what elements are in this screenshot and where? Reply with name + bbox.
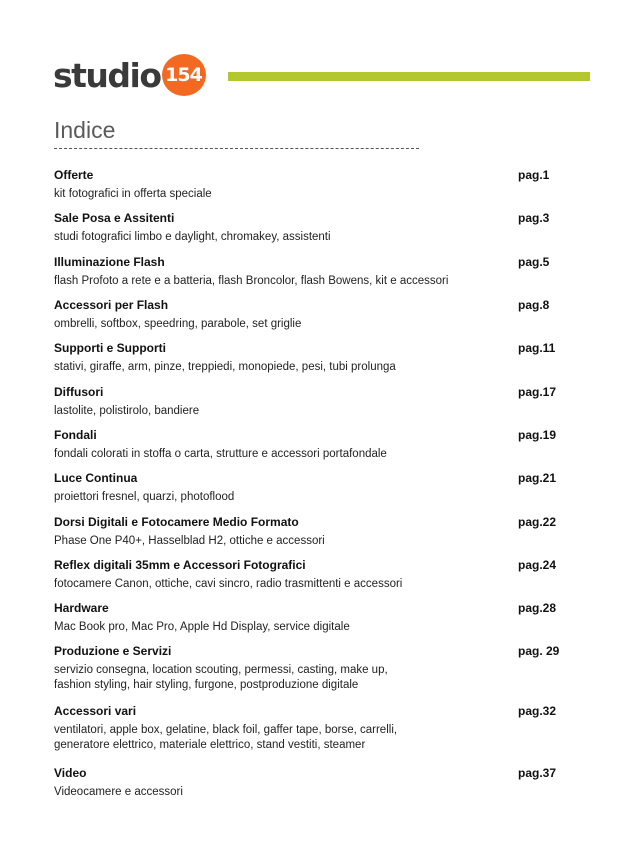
toc-entry-description: proiettori fresnel, quarzi, photoflood bbox=[54, 491, 235, 503]
toc-entry-title: Reflex digitali 35mm e Accessori Fotografici bbox=[54, 558, 306, 572]
toc-entry-page: pag.1 bbox=[518, 168, 550, 182]
toc-entry-page: pag. 29 bbox=[518, 644, 560, 658]
toc-entry[interactable] bbox=[54, 341, 564, 375]
toc-entry-title: Dorsi Digitali e Fotocamere Medio Formato bbox=[54, 515, 299, 529]
title-dashed-rule bbox=[54, 148, 419, 149]
toc-entry-row bbox=[54, 168, 564, 182]
toc-entry[interactable] bbox=[54, 766, 564, 800]
toc-entry-title: Offerte bbox=[54, 168, 94, 182]
toc-entry-page: pag.3 bbox=[518, 211, 550, 225]
page-header bbox=[0, 0, 638, 110]
toc-entry-description: ventilatori, apple box, gelatine, black foil, gaffer tape, borse, carrelli, generatore elettrico, materiale elettrico, stand vestiti, steamer bbox=[54, 724, 398, 751]
toc-entry-row bbox=[54, 471, 564, 485]
toc-entry-row bbox=[54, 766, 564, 780]
toc-entry-row bbox=[54, 298, 564, 312]
toc-entry[interactable] bbox=[54, 515, 564, 549]
toc-entry-page: pag.11 bbox=[518, 341, 556, 355]
toc-entry-description: studi fotografici limbo e daylight, chromakey, assistenti bbox=[54, 231, 331, 243]
toc-entry-description: stativi, giraffe, arm, pinze, treppiedi, monopiede, pesi, tubi prolunga bbox=[54, 361, 396, 373]
toc-entry-page: pag.19 bbox=[518, 428, 557, 442]
page-title: Indice bbox=[54, 117, 116, 143]
toc-entry-title: Accessori vari bbox=[54, 704, 137, 718]
toc-entry-description: fondali colorati in stoffa o carta, strutture e accessori portafondale bbox=[54, 448, 387, 460]
toc-entry-row bbox=[54, 255, 564, 269]
toc-entry-page: pag.8 bbox=[518, 298, 550, 312]
toc-entry-page: pag.22 bbox=[518, 515, 557, 529]
toc-entry[interactable] bbox=[54, 644, 564, 693]
toc-entry-title: Fondali bbox=[54, 428, 97, 442]
toc-entry[interactable] bbox=[54, 255, 564, 289]
toc-entry-row bbox=[54, 515, 564, 529]
logo-wordmark: studio bbox=[53, 55, 161, 95]
toc-entry-title: Illuminazione Flash bbox=[54, 255, 165, 269]
toc-entry-page: pag.32 bbox=[518, 704, 557, 718]
toc-entry-description: Videocamere e accessori bbox=[54, 786, 183, 798]
toc-entry-page: pag.21 bbox=[518, 471, 557, 485]
toc-entry-row bbox=[54, 704, 564, 718]
toc-entry-title: Sale Posa e Assitenti bbox=[54, 211, 175, 225]
toc-entry[interactable] bbox=[54, 211, 564, 245]
toc-entry-page: pag.5 bbox=[518, 255, 550, 269]
toc-entry-row bbox=[54, 558, 564, 572]
toc-entry-row bbox=[54, 211, 564, 225]
toc-entry-title: Diffusori bbox=[54, 385, 104, 399]
toc-entry[interactable] bbox=[54, 601, 564, 635]
toc-entry-row bbox=[54, 428, 564, 442]
toc-entry-page: pag.37 bbox=[518, 766, 557, 780]
toc-entry-description: Mac Book pro, Mac Pro, Apple Hd Display, service digitale bbox=[54, 621, 350, 633]
toc-entry-title: Video bbox=[54, 766, 87, 780]
toc-entry-row bbox=[54, 341, 564, 355]
toc-entry-description: Phase One P40+, Hasselblad H2, ottiche e accessori bbox=[54, 535, 325, 547]
toc-entry-description: lastolite, polistirolo, bandiere bbox=[54, 405, 200, 417]
toc-entry-description: flash Profoto a rete e a batteria, flash Broncolor, flash Bowens, kit e accessori bbox=[54, 275, 449, 287]
toc-entry-row bbox=[54, 601, 564, 615]
toc-entry[interactable] bbox=[54, 168, 564, 202]
toc-entry-description: servizio consegna, location scouting, permessi, casting, make up, fashion styling, hair styling, furgone, postproduzione digitale bbox=[54, 664, 388, 691]
toc-entry-row bbox=[54, 385, 564, 399]
studio154-logo bbox=[53, 52, 206, 98]
toc-entry-title: Luce Continua bbox=[54, 471, 138, 485]
toc-entry-title: Hardware bbox=[54, 601, 109, 615]
header-accent-bar bbox=[228, 72, 590, 81]
toc-entry-title: Supporti e Supporti bbox=[54, 341, 166, 355]
toc-entry-page: pag.28 bbox=[518, 601, 557, 615]
logo-number-badge: 154 bbox=[162, 54, 206, 96]
toc-entry-title: Accessori per Flash bbox=[54, 298, 169, 312]
toc-entry[interactable] bbox=[54, 428, 564, 462]
toc-entry[interactable] bbox=[54, 704, 564, 753]
toc-entry-page: pag.24 bbox=[518, 558, 557, 572]
toc-entry-description: fotocamere Canon, ottiche, cavi sincro, radio trasmittenti e accessori bbox=[54, 578, 403, 590]
toc-entry[interactable] bbox=[54, 558, 564, 592]
toc-entry-page: pag.17 bbox=[518, 385, 557, 399]
toc-entry[interactable] bbox=[54, 471, 564, 505]
toc-entry[interactable] bbox=[54, 298, 564, 332]
toc-entry-row bbox=[54, 644, 564, 658]
toc-entry-title: Produzione e Servizi bbox=[54, 644, 172, 658]
toc-entry[interactable] bbox=[54, 385, 564, 419]
toc-entry-description: kit fotografici in offerta speciale bbox=[54, 188, 212, 200]
toc-entry-description: ombrelli, softbox, speedring, parabole, set griglie bbox=[54, 318, 302, 330]
